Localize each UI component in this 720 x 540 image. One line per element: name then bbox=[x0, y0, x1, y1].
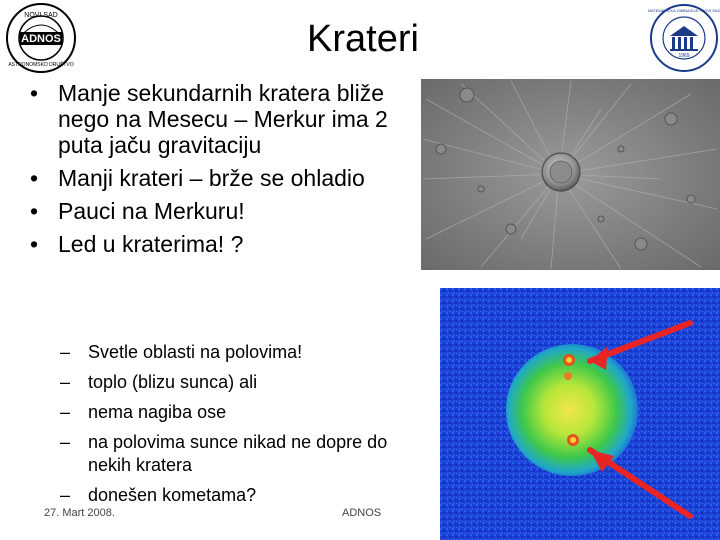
sub-bullet-list bbox=[60, 341, 412, 514]
bullet-marker: • bbox=[30, 80, 39, 106]
mercury-spider-crater-photo bbox=[421, 79, 720, 270]
footer-date: 27. Mart 2008. bbox=[44, 507, 115, 519]
logo-left-center-text: ADNOS bbox=[21, 33, 61, 45]
bullet-text: Manji krateri – brže se ohladio bbox=[58, 165, 365, 191]
sub-bullet-item bbox=[60, 401, 412, 424]
bullet-marker: • bbox=[30, 231, 39, 257]
bullet-item bbox=[26, 231, 426, 257]
slide-title: Krateri bbox=[307, 18, 419, 60]
footer-center-text: ADNOS bbox=[342, 507, 382, 519]
bullet-marker: • bbox=[30, 198, 39, 224]
sub-bullet-marker: – bbox=[60, 342, 71, 362]
sub-bullet-item bbox=[60, 431, 412, 477]
sub-bullet-item bbox=[60, 484, 412, 507]
sub-bullet-text: nema nagiba ose bbox=[88, 402, 227, 422]
bullet-item bbox=[26, 80, 426, 158]
bullet-item bbox=[26, 165, 426, 191]
bullet-text: Led u kraterima! ? bbox=[58, 231, 244, 257]
sub-bullet-text: na polovima sunce nikad ne dopre do nekih kratera bbox=[88, 432, 388, 475]
logo-right-ring-text: MATEMATIČKA GIMNAZIJA · NOVI SAD bbox=[648, 8, 720, 13]
bullet-text: Pauci na Merkuru! bbox=[58, 198, 245, 224]
logo-left-bottom-text: ASTRONOMSKO DRUŠTVO bbox=[8, 62, 74, 68]
sub-bullet-text: toplo (blizu sunca) ali bbox=[88, 372, 258, 392]
bullet-list bbox=[26, 80, 426, 264]
mercury-radar-ice-map bbox=[440, 288, 720, 540]
bullet-text: Manje sekundarnih kratera bliže nego na Mesecu – Merkur ima 2 puta jaču gravitaciju bbox=[58, 80, 388, 158]
sub-bullet-marker: – bbox=[60, 485, 71, 505]
sub-bullet-text: Svetle oblasti na polovima! bbox=[88, 342, 303, 362]
sub-bullet-marker: – bbox=[60, 402, 71, 422]
sub-bullet-marker: – bbox=[60, 372, 71, 392]
logo-left-top-text: NOVI SAD bbox=[24, 12, 58, 19]
bullet-item bbox=[26, 198, 426, 224]
sub-bullet-item bbox=[60, 341, 412, 364]
sub-bullet-marker: – bbox=[60, 432, 71, 452]
bullet-marker: • bbox=[30, 165, 39, 191]
logo-right-year: 1969 bbox=[678, 53, 690, 59]
sub-bullet-item bbox=[60, 371, 412, 394]
sub-bullet-text: donešen kometama? bbox=[88, 485, 257, 505]
